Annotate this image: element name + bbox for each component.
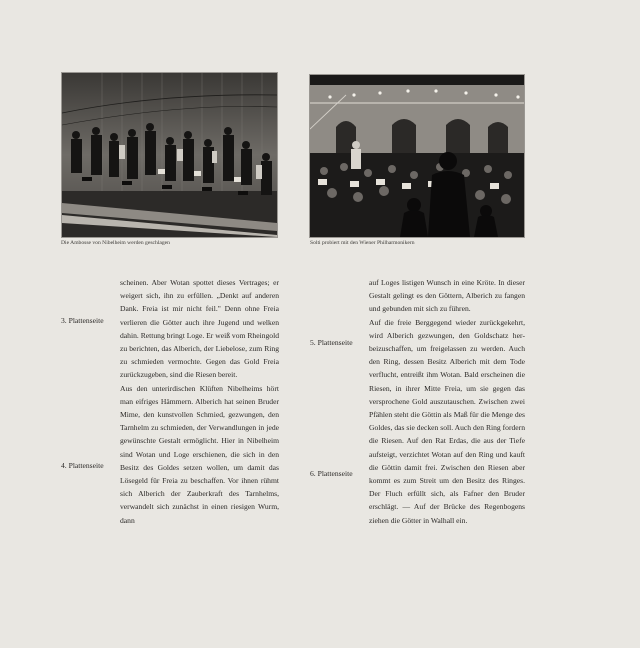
paragraph-right-1: auf Loges listigen Wunsch in eine Kröte. In dieser Gestalt gelingt es den Göttern, Alberich zu fangen und gebunden mit sich zu führen.: [369, 278, 525, 314]
photo-rehearsal: [309, 74, 525, 238]
text-column-left: [120, 276, 279, 527]
paragraph-right-2: Auf die freie Berggegend wieder zurückgekehrt, wird Alberich gezwungen, den Goldschatz herbeizuschaffen, um freigelassen zu werden. Auch den Ring, dessen Besitz Alberich mit dem Tode verflucht, entreißt ihm Wotan. Bald erscheinen die Riesen, in ihrer Mitte Freia, um sie gegen das versprochene Gold auszutauschen. Zwischen zwei Pfählen steht die Göttin als Maß für die Menge des Goldes, das sie decken soll. Auch den Ring fordern die Riesen. Auf den Rat Erdas, die aus der Tiefe aufsteigt, verzichtet Wotan auf den Ring und kauft die Göttin damit frei. Zwischen den Riesen aber kommt es zum Streit um den Besitz des Ringes. Der Fluch erfüllt sich, als Fafner den Bruder erschlägt. — Auf der Brücke des Regenbogens ziehen die Götter in Walhall ein.: [369, 317, 525, 525]
side-label-5: 5. Plattenseite: [310, 338, 353, 347]
rehearsal-photo-image: [310, 75, 524, 237]
side-label-6: 6. Plattenseite: [310, 469, 353, 478]
photo-caption-anvils: Die Ambosse von Nibelheim werden geschlagen: [61, 240, 170, 246]
anvils-photo-image: [62, 73, 277, 237]
photo-anvils: [61, 72, 278, 238]
side-label-3: 3. Plattenseite: [61, 316, 104, 325]
side-label-4: 4. Plattenseite: [61, 461, 104, 470]
paragraph-left-2: Aus den unterirdischen Klüften Nibelheims hört man eifriges Hämmern. Alberich hat seinen Bruder Mime, den kunstvollen Schmied, gezwungen, den Tarnhelm zu schmieden, der Verwandlungen in jede gewünschte Gestalt ermöglicht. Hier in Nibelheim sind Wotan und Loge erschienen, die sich in den Besitz des Goldes setzen wollen, um damit das Lösegeld für Freia zu beschaffen. Vor ihnen rühmt sich Alberich der Zauberkraft des Tarnhelms, verwandelt sich zunächst in einen riesigen Wurm, dann: [120, 383, 279, 525]
photo-caption-rehearsal: Solti probiert mit den Wiener Philharmonikern: [310, 240, 415, 246]
text-column-right: [369, 276, 525, 527]
paragraph-left-1: scheinen. Aber Wotan spottet dieses Vertrages; er weigert sich, ihn zu erfüllen. „Denkt auf anderen Dank. Freia ist mir nicht feil." Denn ohne Freia verlieren die Götter auch ihre Jugend und welken dahin. Rettung bringt Loge. Er weiß vom Rheingold zu berichten, das Alberich, der Liebelose, zum Ring zu schmieden vermochte. Gegen das Gold Freia zurückzugeben, sind die Riesen bereit.: [120, 278, 279, 380]
